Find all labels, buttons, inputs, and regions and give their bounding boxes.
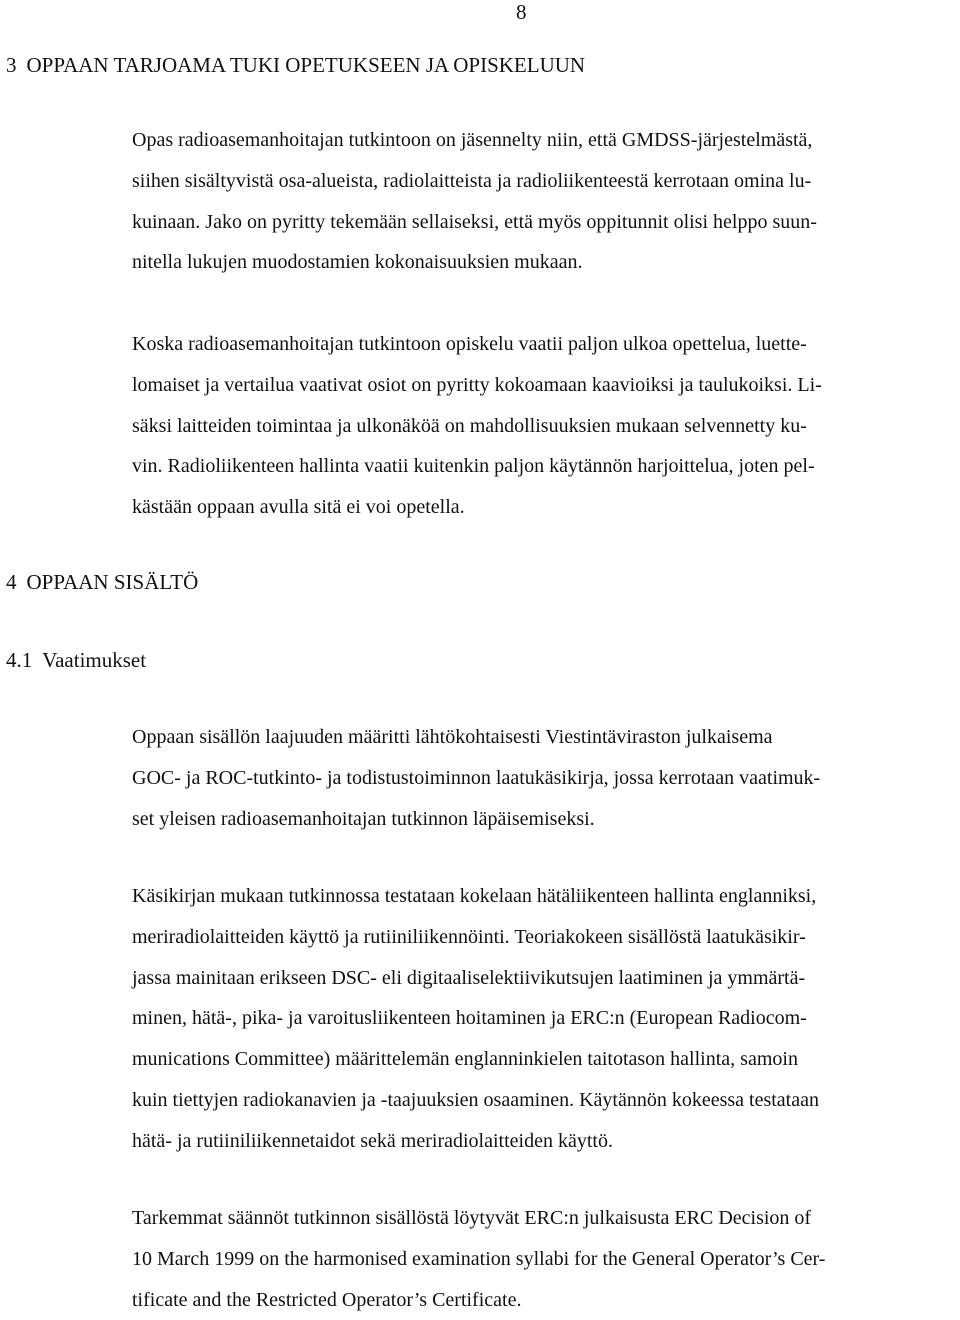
section-title: Vaatimukset <box>42 648 147 672</box>
section-title: OPPAAN SISÄLTÖ <box>26 570 199 594</box>
text-line: kuinaan. Jako on pyritty tekemään sellaiseksi, että myös oppitunnit olisi helppo suun- <box>132 210 817 233</box>
text-line: jassa mainitaan erikseen DSC- eli digitaaliselektiivikutsujen laatiminen ja ymmärtä- <box>132 966 806 989</box>
text-line: kuin tiettyjen radiokanavien ja -taajuuksien osaaminen. Käytännön kokeessa testataan <box>132 1088 819 1111</box>
section-number: 3 <box>6 53 17 77</box>
text-line: lomaiset ja vertailua vaativat osiot on pyritty kokoamaan kaavioiksi ja taulukoiksi. Li- <box>132 373 822 396</box>
text-line: Koska radioasemanhoitajan tutkintoon opiskelu vaatii paljon ulkoa opettelua, luette- <box>132 333 807 355</box>
section-heading-3 <box>6 53 585 77</box>
text-line: säksi laitteiden toimintaa ja ulkonäköä on mahdollisuuksien mukaan selvennetty ku- <box>132 414 807 437</box>
text-line: Opas radioasemanhoitajan tutkintoon on jäsennelty niin, että GMDSS-järjestelmästä, <box>132 129 813 151</box>
text-line: 10 March 1999 on the harmonised examination syllabi for the General Operator’s Cer- <box>132 1247 826 1270</box>
paragraph <box>132 120 817 283</box>
text-line: vin. Radioliikenteen hallinta vaatii kuitenkin paljon käytännön harjoittelua, joten pel- <box>132 455 815 478</box>
text-line: tificate and the Restricted Operator’s Certificate. <box>132 1288 522 1311</box>
text-line: nitella lukujen muodostamien kokonaisuuksien mukaan. <box>132 251 583 274</box>
text-line: Käsikirjan mukaan tutkinnossa testataan kokelaan hätäliikenteen hallinta englanniksi, <box>132 885 817 907</box>
section-title: OPPAAN TARJOAMA TUKI OPETUKSEEN JA OPISKELUUN <box>26 53 586 77</box>
section-heading-4-1 <box>6 648 146 672</box>
section-number: 4 <box>6 570 17 594</box>
section-heading-4 <box>6 570 198 594</box>
text-line: Oppaan sisällön laajuuden määritti lähtökohtaisesti Viestintäviraston julkaisema <box>132 726 773 748</box>
text-line: kästään oppaan avulla sitä ei voi opetella. <box>132 496 465 519</box>
text-line: munications Committee) määrittelemän englanninkielen taitotason hallinta, samoin <box>132 1048 798 1071</box>
paragraph <box>132 1198 825 1320</box>
text-line: meriradiolaitteiden käyttö ja rutiiniliikennöinti. Teoriakokeen sisällöstä laatukäsikir- <box>132 925 806 948</box>
section-number: 4.1 <box>6 648 33 672</box>
paragraph <box>132 324 822 528</box>
paragraph <box>132 876 819 1162</box>
text-line: GOC- ja ROC-tutkinto- ja todistustoiminnon laatukäsikirja, jossa kerrotaan vaatimuk- <box>132 766 821 789</box>
text-line: minen, hätä-, pika- ja varoitusliikenteen hoitaminen ja ERC:n (European Radiocom- <box>132 1007 807 1030</box>
page-number: 8 <box>516 0 527 24</box>
paragraph <box>132 717 820 839</box>
text-line: Tarkemmat säännöt tutkinnon sisällöstä löytyvät ERC:n julkaisusta ERC Decision of <box>132 1207 812 1229</box>
text-line: siihen sisältyvistä osa-alueista, radiolaitteista ja radioliikenteestä kerrotaan omina lu- <box>132 169 812 192</box>
text-line: set yleisen radioasemanhoitajan tutkinnon läpäisemiseksi. <box>132 807 595 830</box>
text-line: hätä- ja rutiiniliikennetaidot sekä meriradiolaitteiden käyttö. <box>132 1129 613 1152</box>
